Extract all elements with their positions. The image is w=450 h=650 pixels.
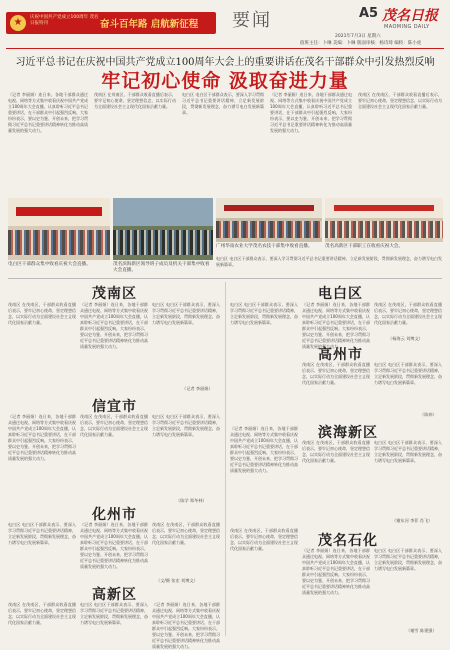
lead-paragraph-3: 电白区 电白区干部群众表示，要深入学习贯彻习近平总书记重要讲话精神，立足新发展阶段，贯彻新发展理念，奋力谱写电白发展新篇章。 <box>182 92 264 115</box>
main-headline: 牢记初心使命 汲取奋进力量 <box>101 70 349 92</box>
dianbai-col-3 <box>374 302 442 338</box>
dianbai-text-1: 电白区 电白区干部群众表示，要深入学习贯彻习近平总书记重要讲话精神，立足新发展阶段，贯彻新发展理念，奋力谱写电白发展新篇章。 <box>230 302 298 325</box>
huazhou-text-2: （记者 李丽娟）连日来，各地干部群众通过电视、网络等方式集中收看庆祝中国共产党成立100周年大会直播，认真聆听习近平总书记重要讲话，在干部群众中引起强烈反响。大家纷纷表示，要以史为鉴、开创未来，把学习贯彻习近平总书记重要讲话精神转化为推动高质量发展的强大动力。 <box>80 522 148 569</box>
xinyi-col-1 <box>8 414 76 502</box>
photo-caption-3: 广州华南农业大学茂名农技干部集中收看直播。 <box>216 244 313 249</box>
maonan-text-1: 茂南区 在茂南区，干部群众收看直播后表示，要牢记初心使命，坚定理想信念，以实际行动为全面建设社会主义现代化国家贡献力量。 <box>8 302 76 325</box>
dianbai-col-2 <box>302 302 370 349</box>
maonan-text-3: 电白区 电白区干部群众表示，要深入学习贯彻习近平总书记重要讲话精神，立足新发展阶段，贯彻新发展理念，奋力谱写电白发展新篇章。 <box>152 302 220 325</box>
photo-caption-1: 电白区干部群众集中收看庆祝大会直播。 <box>8 262 91 267</box>
xinyi-col-2 <box>80 414 148 502</box>
gaoxin-col-2 <box>80 602 148 636</box>
lead-paragraph-5: 茂南区 在茂南区，干部群众收看直播后表示，要牢记初心使命，坚定理想信念，以实际行动为全面建设社会主义现代化国家贡献力量。 <box>358 92 442 109</box>
byline-gaozhou: （陈炜） <box>420 412 437 417</box>
byline-xinyi: （陈学 郑冬林） <box>176 498 207 503</box>
photo-dianbai-viewing <box>8 198 110 260</box>
shihua-text-2: （记者 李丽娟）连日来，各地干部群众通过电视、网络等方式集中收看庆祝中国共产党成立100周年大会直播，认真聆听习近平总书记重要讲话，在干部群众中引起强烈反响。大家纷纷表示，要以史为鉴、开创未来，把学习贯彻习近平总书记重要讲话精神转化为推动高质量发展的强大动力。 <box>302 548 370 595</box>
region-title-dianbai: 电白区 <box>318 286 363 302</box>
binhai-col-1 <box>230 426 298 522</box>
region-title-xinyi: 信宜市 <box>92 399 137 415</box>
maonan-col-2 <box>80 302 148 392</box>
maonan-text-2: （记者 李丽娟）连日来，各地干部群众通过电视、网络等方式集中收看庆祝中国共产党成立100周年大会直播，认真聆听习近平总书记重要讲话，在干部群众中引起强烈反响。大家纷纷表示，要以史为鉴、开创未来，把学习贯彻习近平总书记重要讲话精神转化为推动高质量发展的强大动力。 <box>80 302 148 349</box>
gaoxin-col-1 <box>8 602 76 636</box>
gaozhou-text-1: 茂南区 在茂南区，干部群众收看直播后表示，要牢记初心使命，坚定理想信念，以实际行动为全面建设社会主义现代化国家贡献力量。 <box>302 362 370 385</box>
gaozhou-text-2: 电白区 电白区干部群众表示，要深入学习贯彻习近平总书记重要讲话精神，立足新发展阶段，贯彻新发展理念，奋力谱写电白发展新篇章。 <box>374 362 442 385</box>
xinyi-text-1: （记者 李丽娟）连日来，各地干部群众通过电视、网络等方式集中收看庆祝中国共产党成立100周年大会直播，认真聆听习近平总书记重要讲话，在干部群众中引起强烈反响。大家纷纷表示，要以史为鉴、开创未来，把学习贯彻习近平总书记重要讲话精神转化为推动高质量发展的强大动力。 <box>8 414 76 461</box>
party-emblem-icon: ★ <box>10 15 26 31</box>
section-divider <box>8 278 442 279</box>
lead-paragraph: （记者 李丽娟）连日来，各地干部群众通过电视、网络等方式集中收看庆祝中国共产党成立100周年大会直播，认真聆听习近平总书记重要讲话，在干部群众中引起强烈反响。大家纷纷表示，要以史为鉴、开创未来，把学习贯彻习近平总书记重要讲话精神转化为推动高质量发展的强大动力。 <box>8 92 88 133</box>
photo-gaoxin-viewing <box>325 198 443 242</box>
lead-column-5 <box>358 92 442 196</box>
region-title-gaozhou: 高州市 <box>318 347 363 363</box>
photo-caption-2: 茂名滨海新区领导班子成员及机关干部集中收看大会直播。 <box>113 262 210 273</box>
huazhou-text-1: 电白区 电白区干部群众表示，要深入学习贯彻习近平总书记重要讲话精神，立足新发展阶段，贯彻新发展理念，奋力谱写电白发展新篇章。 <box>8 522 76 545</box>
dianbai-text-2: （记者 李丽娟）连日来，各地干部群众通过电视、网络等方式集中收看庆祝中国共产党成立100周年大会直播，认真聆听习近平总书记重要讲话，在干部群众中引起强烈反响。大家纷纷表示，要以史为鉴、开创未来，把学习贯彻习近平总书记重要讲话精神转化为推动高质量发展的强大动力。 <box>302 302 370 349</box>
paper-masthead: 茂名日报 <box>382 8 438 24</box>
lead-column-1 <box>8 92 88 196</box>
continued-paragraph: 电白区 电白区干部群众表示，要深入学习贯彻习近平总书记重要讲话精神，立足新发展阶段，贯彻新发展理念，奋力谱写电白发展新篇章。 <box>216 256 442 267</box>
byline-huazhou: （文/摄 张宏 刘博文） <box>156 578 198 583</box>
dianbai-text-3: 茂南区 在茂南区，干部群众收看直播后表示，要牢记初心使命，坚定理想信念，以实际行动为全面建设社会主义现代化国家贡献力量。 <box>374 302 442 325</box>
gaozhou-col-2 <box>374 362 442 416</box>
xinyi-text-2: 茂南区 在茂南区，干部群众收看直播后表示，要牢记初心使命，坚定理想信念，以实际行动为全面建设社会主义现代化国家贡献力量。 <box>80 414 148 437</box>
gaoxin-text-2: 电白区 电白区干部群众表示，要深入学习贯彻习近平总书记重要讲话精神，立足新发展阶段，贯彻新发展理念，奋力谱写电白发展新篇章。 <box>80 602 148 625</box>
lead-column-4 <box>270 92 352 196</box>
issue-date: 2021年7月3日 星期六 <box>335 34 381 39</box>
region-title-binhai: 滨海新区 <box>318 425 378 441</box>
region-title-huazhou: 化州市 <box>92 507 137 523</box>
binhai-col-3 <box>374 440 442 522</box>
huazhou-col-2 <box>80 522 148 582</box>
huazhou-col-3 <box>152 522 220 582</box>
binhai-text-1: （记者 李丽娟）连日来，各地干部群众通过电视、网络等方式集中收看庆祝中国共产党成立100周年大会直播，认真聆听习近平总书记重要讲话，在干部群众中引起强烈反响。大家纷纷表示，要以史为鉴、开创未来，把学习贯彻习近平总书记重要讲话精神转化为推动高质量发展的强大动力。 <box>230 426 298 473</box>
shihua-text-1: 茂南区 在茂南区，干部群众收看直播后表示，要牢记初心使命，坚定理想信念，以实际行动为全面建设社会主义现代化国家贡献力量。 <box>230 528 298 551</box>
shihua-col-1 <box>230 528 298 636</box>
photo-binhai-viewing <box>113 198 213 260</box>
gaozhou-col-1 <box>302 362 370 416</box>
shihua-col-3 <box>374 548 442 628</box>
region-title-maonan: 茂南区 <box>92 286 137 302</box>
lead-paragraph-2: 茂南区 在茂南区，干部群众收看直播后表示，要牢记初心使命，坚定理想信念，以实际行动为全面建设社会主义现代化国家贡献力量。 <box>94 92 176 109</box>
gaoxin-col-3 <box>152 602 220 649</box>
banner-small-text: 庆祝中国共产党成立100周年 茂名日报特刊 <box>30 15 99 26</box>
subheadline: 习近平总书记在庆祝中国共产党成立100周年大会上的重要讲话在茂名干部群众中引发热烈反响 <box>15 57 435 68</box>
section-title: 要闻 <box>232 10 272 31</box>
binhai-text-2: 茂南区 在茂南区，干部群众收看直播后表示，要牢记初心使命，坚定理想信念，以实际行动为全面建设社会主义现代化国家贡献力量。 <box>302 440 370 463</box>
page-number: A5 <box>359 6 379 21</box>
byline-shihua: （谢雪 陈建强） <box>406 628 437 633</box>
maonan-col-1 <box>8 302 76 392</box>
photo-caption-4: 茂名高新区干部职工在收看庆祝大会。 <box>325 244 404 249</box>
region-title-gaoxin: 高新区 <box>92 587 137 603</box>
header-rule <box>6 48 444 49</box>
binhai-col-2 <box>302 440 370 522</box>
xinyi-col-3 <box>152 414 220 502</box>
xinyi-text-3: 电白区 电白区干部群众表示，要深入学习贯彻习近平总书记重要讲话精神，立足新发展阶段，贯彻新发展理念，奋力谱写电白发展新篇章。 <box>152 414 220 437</box>
maonan-col-3 <box>152 302 220 392</box>
column-divider <box>225 282 226 636</box>
region-title-shihua: 茂名石化 <box>318 533 378 549</box>
binhai-text-3: 电白区 电白区干部群众表示，要深入学习贯彻习近平总书记重要讲话精神，立足新发展阶段，贯彻新发展理念，奋力谱写电白发展新篇章。 <box>374 440 442 463</box>
banner-slogan: 奋斗百年路 启航新征程 <box>100 19 199 30</box>
page-header <box>0 0 450 52</box>
lead-column-2 <box>94 92 176 196</box>
byline-dianbai: （杨海云 刘博文） <box>388 336 423 341</box>
gaoxin-text-3: （记者 李丽娟）连日来，各地干部群众通过电视、网络等方式集中收看庆祝中国共产党成立100周年大会直播，认真聆听习近平总书记重要讲话，在干部群众中引起强烈反响。大家纷纷表示，要以史为鉴、开创未来，把学习贯彻习近平总书记重要讲话精神转化为推动高质量发展的强大动力。 <box>152 602 220 649</box>
continued-text <box>216 256 442 276</box>
huazhou-text-3: 茂南区 在茂南区，干部群众收看直播后表示，要牢记初心使命，坚定理想信念，以实际行动为全面建设社会主义现代化国家贡献力量。 <box>152 522 220 545</box>
shihua-col-2 <box>302 548 370 636</box>
paper-pinyin: MAOMING DAILY <box>384 24 430 30</box>
gaoxin-text-1: 茂南区 在茂南区，干部群众收看直播后表示，要牢记初心使命，坚定理想信念，以实际行动为全面建设社会主义现代化国家贡献力量。 <box>8 602 76 625</box>
anniversary-banner <box>6 12 216 34</box>
photo-agri-university <box>216 198 322 242</box>
byline-binhai: （谢东河 李菲 肖飞） <box>392 518 433 523</box>
byline-maonan: （记者 李丽娟） <box>182 386 213 391</box>
editor-credits: 值班主任：卜琳 美编：卜琳 版面审核：杨诗琦 编校：陈小虎 <box>300 41 422 46</box>
lead-column-3 <box>182 92 264 196</box>
lead-paragraph-4: （记者 李丽娟）连日来，各地干部群众通过电视、网络等方式集中收看庆祝中国共产党成立100周年大会直播，认真聆听习近平总书记重要讲话，在干部群众中引起强烈反响。大家纷纷表示，要以史为鉴、开创未来，把学习贯彻习近平总书记重要讲话精神转化为推动高质量发展的强大动力。 <box>270 92 352 133</box>
huazhou-col-1 <box>8 522 76 582</box>
shihua-text-3: 电白区 电白区干部群众表示，要深入学习贯彻习近平总书记重要讲话精神，立足新发展阶段，贯彻新发展理念，奋力谱写电白发展新篇章。 <box>374 548 442 571</box>
dianbai-col-1 <box>230 302 298 422</box>
